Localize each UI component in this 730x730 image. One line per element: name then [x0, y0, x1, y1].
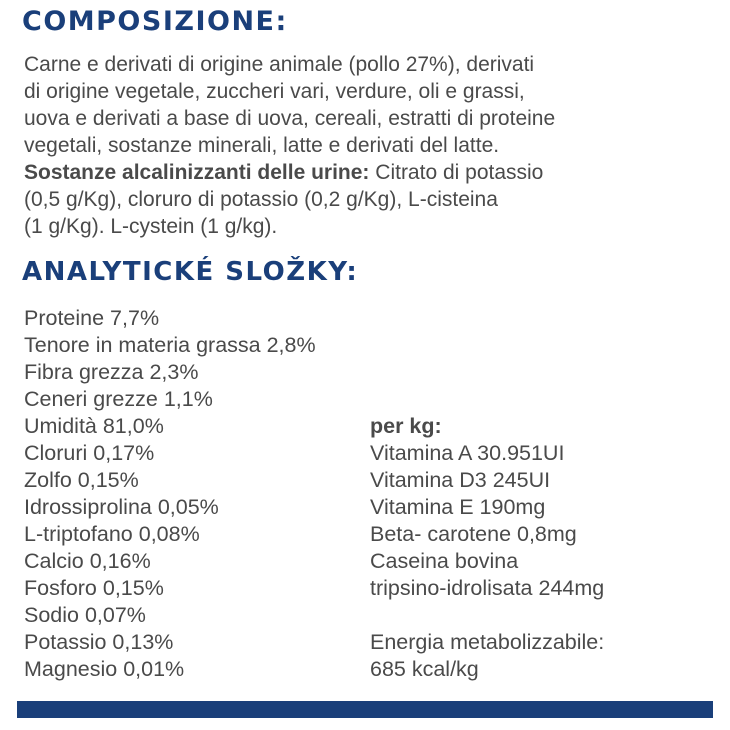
analytical-item: Magnesio 0,01%: [24, 657, 185, 681]
energy-label: Energia metabolizzabile:: [370, 630, 605, 654]
composition-line: di origine vegetale, zuccheri vari, verdure, oli e grassi,: [24, 80, 525, 103]
urine-line: (1 g/Kg). L-cystein (1 g/kg).: [24, 215, 278, 238]
vitamin-item: Vitamina D3 245UI: [370, 468, 551, 492]
urine-text: Citrato di potassio: [369, 161, 544, 184]
analytical-item: Calcio 0,16%: [24, 549, 151, 573]
bottom-brand-bar: [17, 701, 713, 718]
composition-text: [24, 51, 714, 240]
analytical-item: Proteine 7,7%: [24, 306, 160, 330]
vitamin-list: [370, 413, 604, 683]
composition-heading: COMPOSIZIONE:: [22, 6, 288, 37]
energy-value: 685 kcal/kg: [370, 657, 479, 681]
composition-line: vegetali, sostanze minerali, latte e derivati del latte.: [24, 134, 500, 157]
analytical-item: Potassio 0,13%: [24, 630, 174, 654]
urine-label: Sostanze alcalinizzanti delle urine:: [24, 161, 370, 184]
per-kg-label: per kg:: [370, 414, 442, 438]
analytical-item: Idrossiprolina 0,05%: [24, 495, 219, 519]
urine-line: [24, 159, 714, 186]
analytical-item: Fosforo 0,15%: [24, 576, 164, 600]
analytical-item: Fibra grezza 2,3%: [24, 360, 199, 384]
spacer: [370, 602, 604, 629]
analytical-item: Ceneri grezze 1,1%: [24, 387, 213, 411]
analytical-heading: ANALYTICKÉ SLOŽKY:: [22, 257, 359, 287]
vitamin-item: Vitamina E 190mg: [370, 495, 546, 519]
vitamin-item: Beta- carotene 0,8mg: [370, 522, 577, 546]
analytical-item: Tenore in materia grassa 2,8%: [24, 333, 316, 357]
analytical-item: L-triptofano 0,08%: [24, 522, 200, 546]
composition-line: uova e derivati a base di uova, cereali, estratti di proteine: [24, 107, 556, 130]
analytical-item: Zolfo 0,15%: [24, 468, 139, 492]
vitamin-item: Caseina bovina: [370, 549, 519, 573]
composition-line: Carne e derivati di origine animale (pollo 27%), derivati: [24, 53, 535, 76]
vitamin-item: tripsino-idrolisata 244mg: [370, 576, 605, 600]
analytical-item: Cloruri 0,17%: [24, 441, 155, 465]
urine-line: (0,5 g/Kg), cloruro di potassio (0,2 g/Kg), L-cisteina: [24, 188, 498, 211]
analytical-list: [24, 305, 316, 683]
vitamin-item: Vitamina A 30.951UI: [370, 441, 565, 465]
analytical-item: Umidità 81,0%: [24, 414, 164, 438]
analytical-item: Sodio 0,07%: [24, 603, 146, 627]
